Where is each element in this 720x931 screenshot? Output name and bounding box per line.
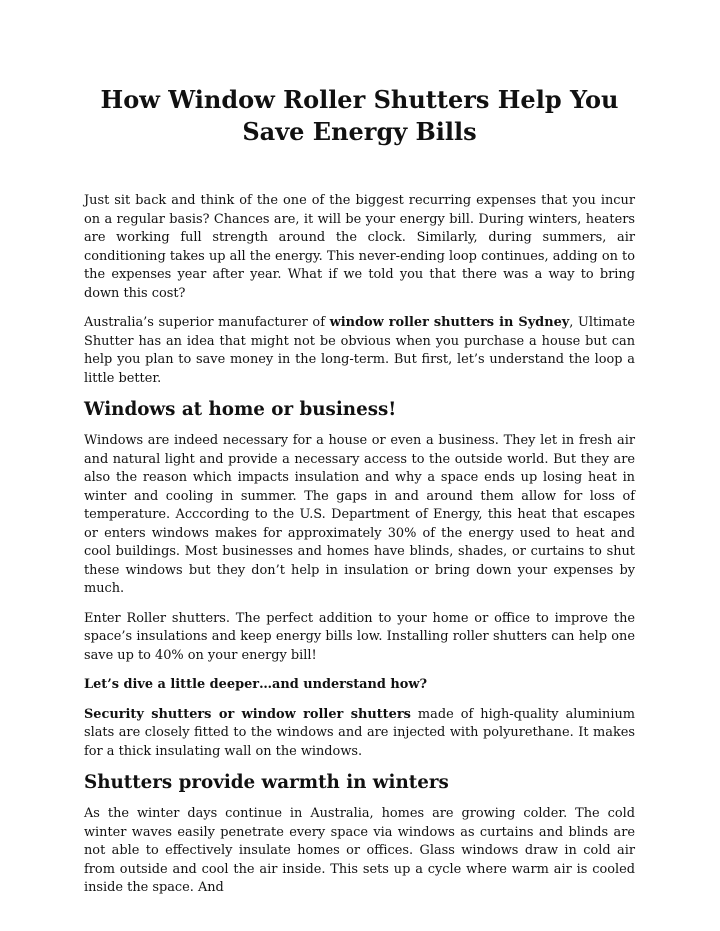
windows-paragraph-3 xyxy=(84,706,635,762)
document-title: How Window Roller Shutters Help You Save Energy Bills xyxy=(100,85,619,146)
window-roller-shutters-link-text: window roller shutters in Sydney xyxy=(329,315,570,330)
windows-p3-text-after: made of high-quality aluminium slats are closely fitted to the windows and are injected with polyurethane. It makes for a thick insulating wall on the windows. xyxy=(84,706,636,759)
section-heading-warmth: Shutters provide warmth in winters xyxy=(84,772,449,793)
windows-paragraph-2: Enter Roller shutters. The perfect addition to your home or office to improve the space’s insulations and keep energy bills low. Installing roller shutters can help one save up to 40% on your energy bill! xyxy=(84,610,635,663)
intro-paragraph-2 xyxy=(84,314,635,388)
intro-p2-text-after: , Ultimate Shutter has an idea that might not be obvious when you purchase a house but can help you plan to save money in the long-term. But first, let’s understand the loop a little better. xyxy=(84,315,636,386)
intro-paragraph-1: Just sit back and think of the one of the biggest recurring expenses that you incur on a regular basis? Chances are, it will be your energy bill. During winters, heaters are working full strength around the clock. Similarly, during summers, air conditioning takes up all the energy. This never-ending loop continues, adding on to the expenses year after year. What if we told you that there was a way to bring down this cost? xyxy=(84,193,635,301)
section-heading-windows: Windows at home or business! xyxy=(84,399,397,420)
security-shutters-bold-text: Security shutters or window roller shutters xyxy=(84,706,411,722)
warmth-paragraph-1: As the winter days continue in Australia, homes are growing colder. The cold winter waves easily penetrate every space via windows as curtains and blinds are not able to effectively insulate homes or offices. Glass windows draw in cold air from outside and cool the air inside. This sets up a cycle where warm air is cooled inside the space. And xyxy=(84,806,635,895)
document-page xyxy=(84,84,635,909)
subheading-dive-deeper: Let’s dive a little deeper…and understand how? xyxy=(84,677,428,692)
intro-p2-text-before: Australia’s superior manufacturer of xyxy=(84,315,330,330)
windows-paragraph-1: Windows are indeed necessary for a house or even a business. They let in fresh air and natural light and provide a necessary access to the outside world. But they are also the reason which impacts insulation and why a space ends up losing heat in winter and cooling in summer. The gaps in and around them allow for loss of temperature. Acccording to the U.S. Department of Energy, this heat that escapes or enters windows makes for approximately 30% of the energy used to heat and cool buildings. Most businesses and homes have blinds, shades, or curtains to shut these windows but they don’t help in insulation or bring down your expenses by much. xyxy=(84,433,635,596)
title-spacer xyxy=(84,148,635,192)
